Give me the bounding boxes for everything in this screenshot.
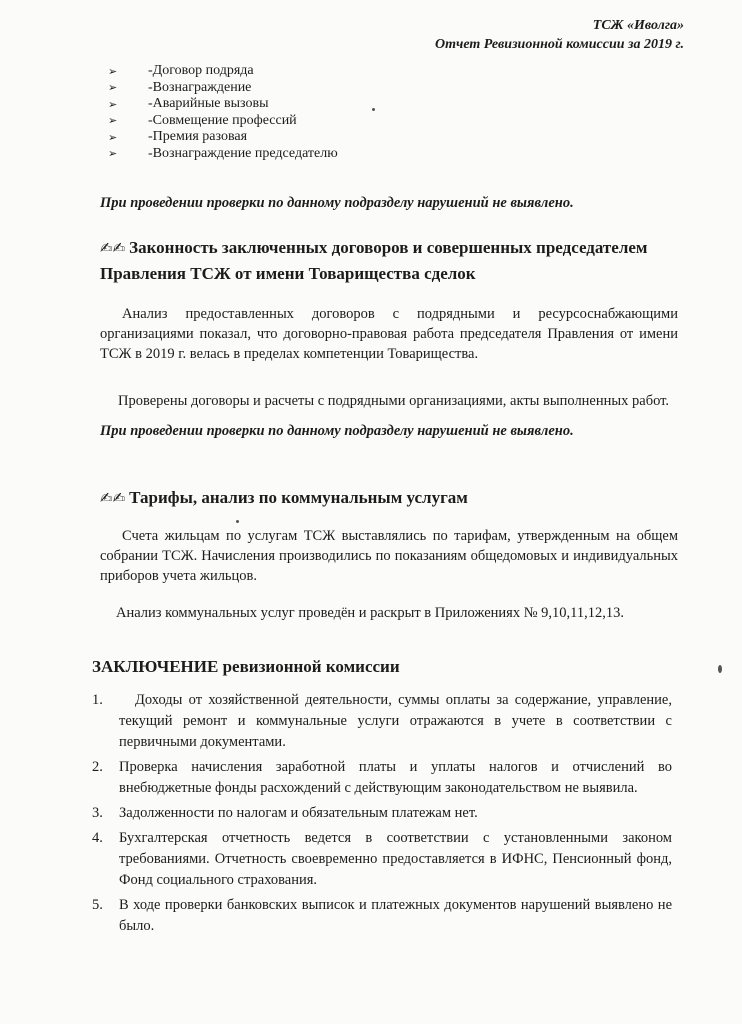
writing-hand-icon: ✍✍ bbox=[100, 239, 126, 257]
conclusion-list bbox=[92, 690, 672, 941]
header-report-title: Отчет Ревизионной комиссии за 2019 г. bbox=[435, 37, 684, 52]
paragraph: Анализ коммунальных услуг проведён и раскрыт в Приложениях № 9,10,11,12,13. bbox=[116, 605, 624, 621]
paragraph: Анализ предоставленных договоров с подрядными и ресурсоснабжающими организациями показал, что договорно-правовая работа председателя Правления от имени ТСЖ в 2019 г. велась в пределах компетенции Товарищества. bbox=[100, 306, 678, 362]
paragraph: Проверены договоры и расчеты с подрядными организациями, акты выполненных работ. bbox=[118, 393, 669, 409]
list-item: ➢ -Договор подряда bbox=[108, 63, 254, 79]
list-item: 5. В ходе проверки банковских выписок и платежных документов нарушений выявлено не было. bbox=[92, 897, 672, 934]
section-heading-legality-cont: Правления ТСЖ от имени Товарищества сделок bbox=[100, 264, 476, 283]
list-item: 1. Доходы от хозяйственной деятельности, суммы оплаты за содержание, управление, текущий ремонт и коммунальные услуги отражаются в учете в соответствии с первичными документами. bbox=[92, 692, 672, 750]
list-item: ➢ -Премия разовая bbox=[108, 129, 248, 145]
header-org: ТСЖ «Иволга» bbox=[592, 18, 684, 33]
list-item: ➢ -Вознаграждение председателю bbox=[108, 145, 338, 161]
list-item: 3. Задолженности по налогам и обязательным платежам нет. bbox=[92, 805, 478, 821]
no-violations-note: При проведении проверки по данному подразделу нарушений не выявлено. bbox=[100, 195, 574, 211]
list-item: ➢ -Вознаграждение bbox=[108, 79, 252, 95]
section-heading-tariffs: ✍✍ Тарифы, анализ по коммунальным услугам bbox=[100, 488, 468, 507]
bullet-list bbox=[108, 63, 338, 162]
list-item: 2. Проверка начисления заработной платы и уплаты налогов и отчислений во внебюджетные фонды расхождений с действующим законодательством не выявила. bbox=[92, 759, 672, 796]
scan-speck bbox=[718, 665, 722, 673]
section-heading-legality: ✍✍ Законность заключенных договоров и совершенных председателем bbox=[100, 238, 648, 257]
list-item: ➢ -Аварийные вызовы bbox=[108, 96, 269, 112]
scan-speck bbox=[236, 520, 239, 523]
arrow-bullet-icon: ➢ bbox=[108, 65, 118, 78]
conclusion-heading: ЗАКЛЮЧЕНИЕ ревизионной комиссии bbox=[92, 657, 400, 676]
writing-hand-icon: ✍✍ bbox=[100, 489, 126, 507]
arrow-bullet-icon: ➢ bbox=[108, 82, 118, 95]
list-item: 4. Бухгалтерская отчетность ведется в соответствии с установленными законом требованиями. Отчетность своевременно предоставляется в ИФНС, Пенсионный фонд, Фонд социального страхования. bbox=[92, 830, 672, 888]
arrow-bullet-icon: ➢ bbox=[108, 131, 118, 144]
arrow-bullet-icon: ➢ bbox=[108, 115, 118, 128]
paragraph: Счета жильцам по услугам ТСЖ выставлялись по тарифам, утвержденным на общем собрании ТСЖ. Начисления производились по показаниям общедомовых и индивидуальных приборов учета жильцов. bbox=[100, 528, 678, 584]
scan-speck bbox=[372, 108, 375, 111]
no-violations-note: При проведении проверки по данному подразделу нарушений не выявлено. bbox=[100, 423, 574, 439]
arrow-bullet-icon: ➢ bbox=[108, 98, 118, 111]
arrow-bullet-icon: ➢ bbox=[108, 148, 118, 161]
list-item: ➢ -Совмещение профессий bbox=[108, 112, 297, 128]
